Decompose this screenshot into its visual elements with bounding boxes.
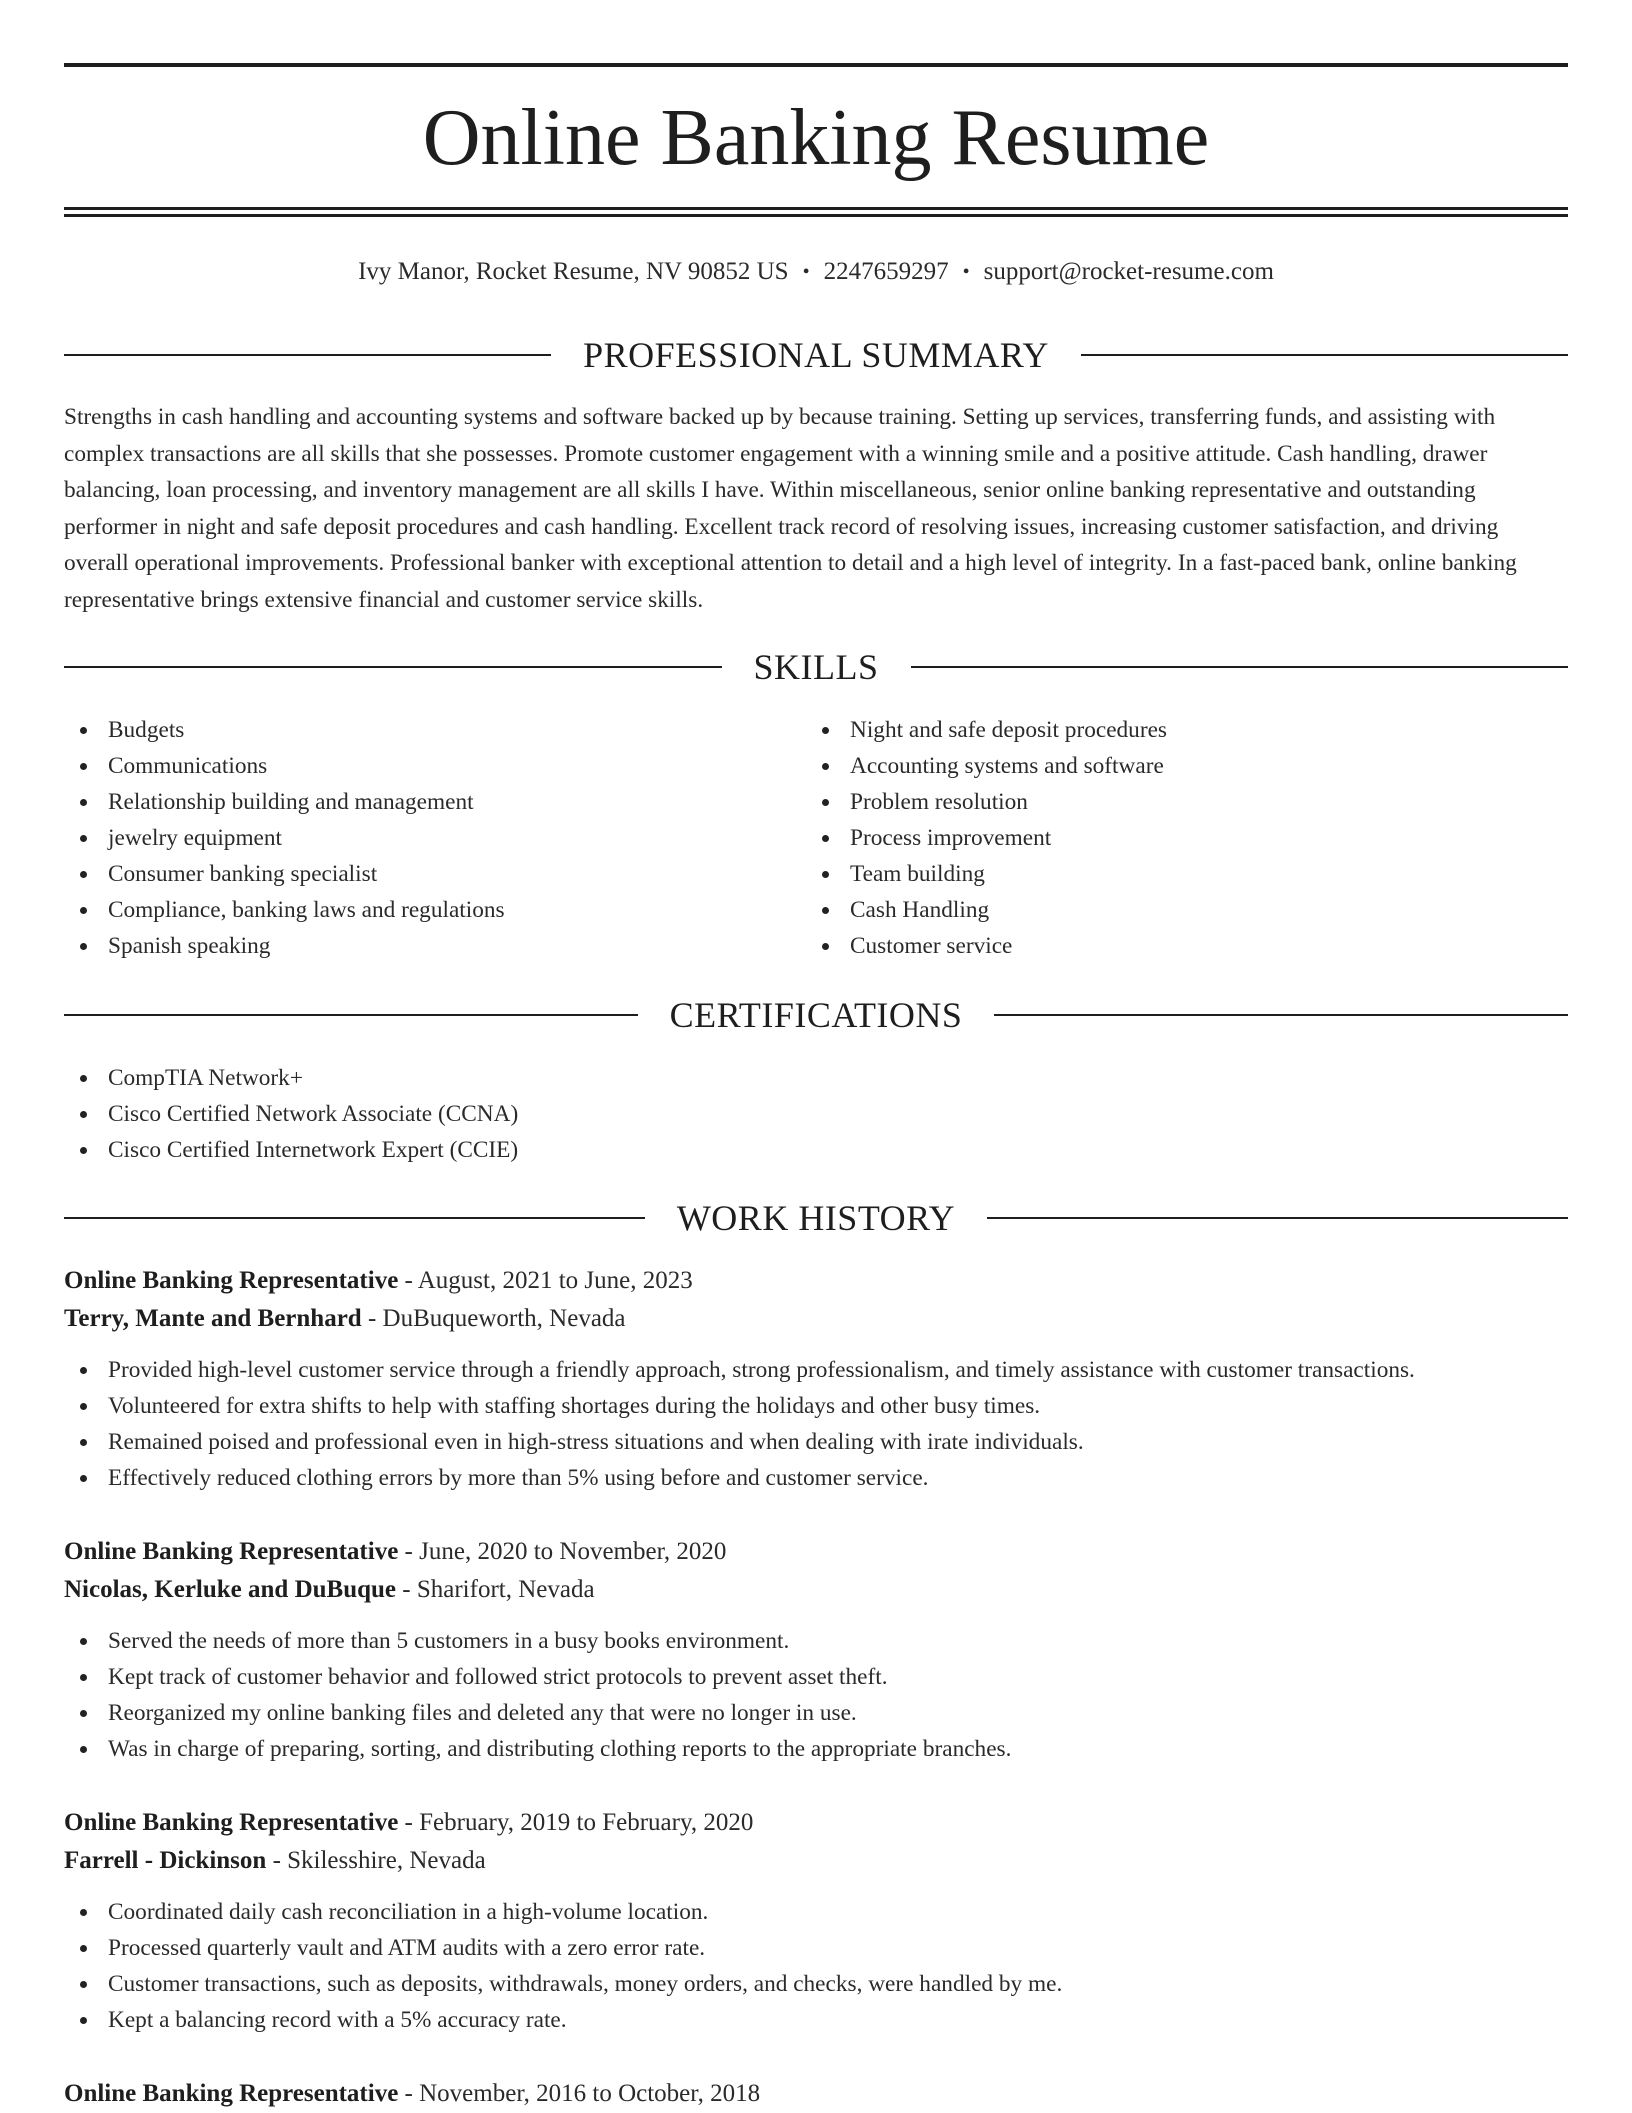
job-entry (64, 1533, 1568, 1767)
job-entry (64, 2075, 1568, 2113)
contact-email: support@rocket-resume.com (983, 258, 1274, 285)
section-heading-label: WORK HISTORY (676, 1198, 956, 1238)
skills-list-left (64, 712, 505, 964)
heading-rule (64, 666, 722, 668)
job-bullets (64, 1894, 1568, 2038)
skills-list-right (806, 712, 1167, 964)
list-item: Cisco Certified Internetwork Expert (CCIE) (64, 1132, 518, 1168)
section-heading-label: SKILLS (753, 647, 879, 687)
job-company-line: Nicolas, Kerluke and DuBuque - Sharifort, Nevada (64, 1576, 595, 1603)
job-company: Farrell - Dickinson (64, 1847, 267, 1874)
job-bullets (64, 1352, 1568, 1496)
list-item: Budgets (64, 712, 505, 748)
heading-rule (64, 1217, 645, 1219)
list-item: Relationship building and management (64, 784, 505, 820)
heading-rule (987, 1217, 1568, 1219)
heading-rule (994, 1014, 1568, 1016)
list-item: Cash Handling (806, 892, 1167, 928)
list-item: Kept a balancing record with a 5% accuracy rate. (64, 2002, 1568, 2038)
contact-phone: 2247659297 (823, 258, 949, 285)
job-location: Skilesshire, Nevada (287, 1847, 486, 1874)
section-heading-label: PROFESSIONAL SUMMARY (583, 335, 1049, 375)
list-item: Was in charge of preparing, sorting, and distributing clothing reports to the appropriate branches. (64, 1731, 1568, 1767)
job-bullets (64, 1623, 1568, 1767)
job-dates: August, 2021 to June, 2023 (417, 1267, 693, 1294)
title-double-rule (64, 207, 1568, 217)
job-dates: November, 2016 to October, 2018 (419, 2080, 761, 2107)
job-company-line: Terry, Mante and Bernhard - DuBuqueworth, Nevada (64, 1305, 626, 1332)
list-item: Reorganized my online banking files and deleted any that were no longer in use. (64, 1695, 1568, 1731)
list-item: Problem resolution (806, 784, 1167, 820)
contact-separator: • (802, 261, 810, 283)
contact-address: Ivy Manor, Rocket Resume, NV 90852 US (358, 258, 789, 285)
section-heading-work-history (64, 1196, 1568, 1240)
heading-rule (64, 354, 551, 356)
list-item: Served the needs of more than 5 customers in a busy books environment. (64, 1623, 1568, 1659)
section-heading-certifications (64, 993, 1568, 1037)
job-title: Online Banking Representative (64, 1809, 399, 1836)
job-company-line: Farrell - Dickinson - Skilesshire, Nevada (64, 1847, 486, 1874)
list-item: Coordinated daily cash reconciliation in a high-volume location. (64, 1894, 1568, 1930)
list-item: Process improvement (806, 820, 1167, 856)
job-title-line: Online Banking Representative - June, 2020 to November, 2020 (64, 1538, 727, 1565)
list-item: Communications (64, 748, 505, 784)
list-item: jewelry equipment (64, 820, 505, 856)
job-entry (64, 1262, 1568, 1496)
list-item: Customer service (806, 928, 1167, 964)
job-company: Nicolas, Kerluke and DuBuque (64, 1576, 397, 1603)
heading-rule (64, 1014, 638, 1016)
list-item: Night and safe deposit procedures (806, 712, 1167, 748)
list-item: Processed quarterly vault and ATM audits with a zero error rate. (64, 1930, 1568, 1966)
list-item: Consumer banking specialist (64, 856, 505, 892)
job-location: DuBuqueworth, Nevada (382, 1305, 626, 1332)
job-title: Online Banking Representative (64, 2080, 399, 2107)
list-item: Kept track of customer behavior and followed strict protocols to prevent asset theft. (64, 1659, 1568, 1695)
contact-line (64, 254, 1568, 290)
heading-rule (1081, 354, 1568, 356)
job-title: Online Banking Representative (64, 1267, 399, 1294)
list-item: Accounting systems and software (806, 748, 1167, 784)
top-rule (64, 63, 1568, 67)
list-item: Volunteered for extra shifts to help with staffing shortages during the holidays and other busy times. (64, 1388, 1568, 1424)
list-item: Remained poised and professional even in high-stress situations and when dealing with irate individuals. (64, 1424, 1568, 1460)
list-item: Spanish speaking (64, 928, 505, 964)
contact-separator: • (962, 261, 970, 283)
heading-rule (911, 666, 1569, 668)
page-title: Online Banking Resume (422, 94, 1210, 182)
job-entry (64, 1804, 1568, 2038)
section-heading-summary (64, 333, 1568, 377)
list-item: Compliance, banking laws and regulations (64, 892, 505, 928)
section-heading-label: CERTIFICATIONS (669, 995, 963, 1035)
list-item: Cisco Certified Network Associate (CCNA) (64, 1096, 518, 1132)
job-location: Sharifort, Nevada (416, 1576, 595, 1603)
job-title: Online Banking Representative (64, 1538, 399, 1565)
list-item: Team building (806, 856, 1167, 892)
summary-text: Strengths in cash handling and accounting systems and software backed up by because training. Setting up services, transferring funds, and assisting with complex transactions are all skills that she possesses. Promote customer engagement with a winning smile and a positive attitude. Cash handling, drawer balancing, loan processing, and inventory management are all skills I have. Within miscellaneous, senior online banking representative and outstanding performer in night and safe deposit procedures and cash handling. Excellent track record of resolving issues, increasing customer satisfaction, and driving overall operational improvements. Professional banker with exceptional attention to detail and a high level of integrity. In a fast-paced bank, online banking representative brings extensive financial and customer service skills. (64, 404, 1517, 613)
job-dates: June, 2020 to November, 2020 (419, 1538, 727, 1565)
job-title-line: Online Banking Representative - February, 2019 to February, 2020 (64, 1809, 754, 1836)
list-item: Customer transactions, such as deposits, withdrawals, money orders, and checks, were handled by me. (64, 1966, 1568, 2002)
list-item: Provided high-level customer service through a friendly approach, strong professionalism, and timely assistance with customer transactions. (64, 1352, 1568, 1388)
list-item: CompTIA Network+ (64, 1060, 518, 1096)
job-title-line: Online Banking Representative - August, 2021 to June, 2023 (64, 1267, 693, 1294)
job-title-line: Online Banking Representative - November, 2016 to October, 2018 (64, 2080, 761, 2107)
list-item: Effectively reduced clothing errors by more than 5% using before and customer service. (64, 1460, 1568, 1496)
job-company: Terry, Mante and Bernhard (64, 1305, 362, 1332)
certifications-list (64, 1060, 518, 1168)
job-dates: February, 2019 to February, 2020 (419, 1809, 754, 1836)
section-heading-skills (64, 645, 1568, 689)
